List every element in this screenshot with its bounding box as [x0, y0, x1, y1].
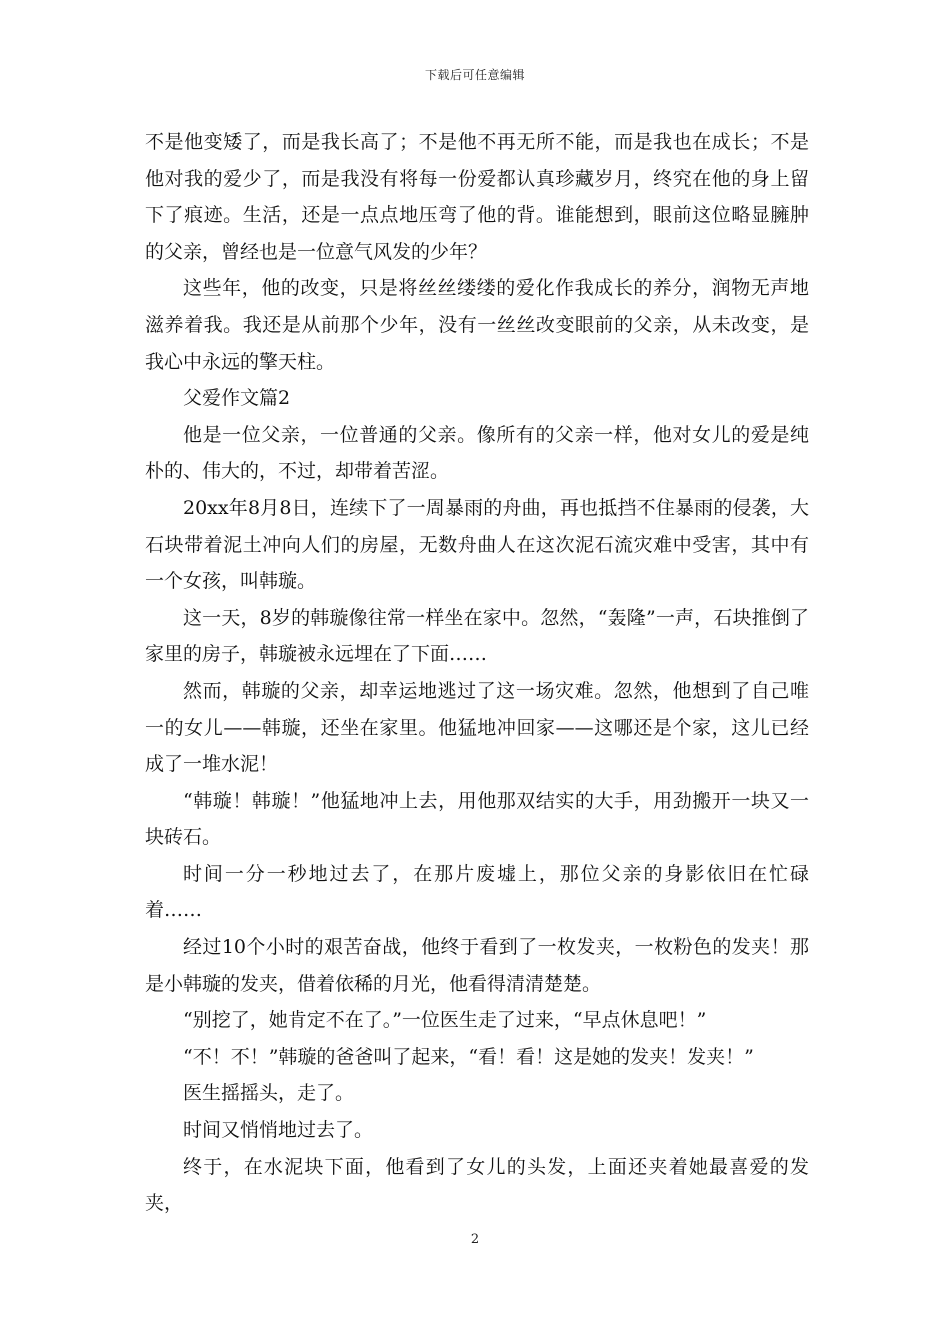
paragraph: 时间又悄悄地过去了。	[183, 1119, 374, 1142]
paragraph: 这一天，8岁的韩璇像往常一样坐在家中。忽然，“轰隆”一声，石块推倒了家里的房子，韩璇被永远埋在了下面……	[145, 606, 809, 666]
paragraph: 这些年，他的改变，只是将丝丝缕缕的爱化作我成长的养分，润物无声地滋养着我。我还是从前那个少年，没有一丝丝改变眼前的父亲，从未改变，是我心中永远的擎天柱。	[145, 277, 809, 373]
paragraph: 医生摇摇头，走了。	[183, 1082, 355, 1105]
paragraph: 20xx年8月8日，连续下了一周暴雨的舟曲，再也抵挡不住暴雨的侵袭，大石块带着泥土冲向人们的房屋，无数舟曲人在这次泥石流灾难中受害，其中有一个女孩，叫韩璇。	[145, 496, 809, 593]
paragraph: 时间一分一秒地过去了，在那片废墟上，那位父亲的身影依旧在忙碌着……	[145, 862, 809, 922]
paragraph: 他是一位父亲，一位普通的父亲。像所有的父亲一样，他对女儿的爱是纯朴的、伟大的，不过，却带着苦涩。	[145, 423, 809, 483]
paragraph: 然而，韩璇的父亲，却幸运地逃过了这一场灾难。忽然，他想到了自己唯一的女儿——韩璇，还坐在家里。他猛地冲回家——这哪还是个家，这儿已经成了一堆水泥！	[145, 679, 809, 776]
paragraph: “别挖了，她肯定不在了。”一位医生走了过来，“早点休息吧！”	[183, 1009, 707, 1032]
paragraph: “韩璇！韩璇！”他猛地冲上去，用他那双结实的大手，用劲搬开一块又一块砖石。	[145, 789, 809, 849]
page-header: 下载后可任意编辑	[424, 68, 525, 82]
page-number: 2	[470, 1232, 480, 1247]
paragraph: 终于，在水泥块下面，他看到了女儿的头发，上面还夹着她最喜爱的发夹，	[145, 1155, 809, 1215]
paragraph: 经过10个小时的艰苦奋战，他终于看到了一枚发夹，一枚粉色的发夹！那是小韩璇的发夹，借着依稀的月光，他看得清清楚楚。	[145, 936, 809, 995]
paragraph: “不！不！”韩璇的爸爸叫了起来，“看！看！这是她的发夹！发夹！”	[183, 1045, 754, 1068]
article-body	[145, 124, 809, 1222]
paragraph: 不是他变矮了，而是我长高了；不是他不再无所不能，而是我也在成长；不是他对我的爱少了，而是我没有将每一份爱都认真珍藏岁月，终究在他的身上留下了痕迹。生活，还是一点点地压弯了他的背。谁能想到，眼前这位略显臃肿的父亲，曾经也是一位意气风发的少年？	[145, 131, 809, 263]
section-heading: 父爱作文篇2	[183, 387, 291, 410]
